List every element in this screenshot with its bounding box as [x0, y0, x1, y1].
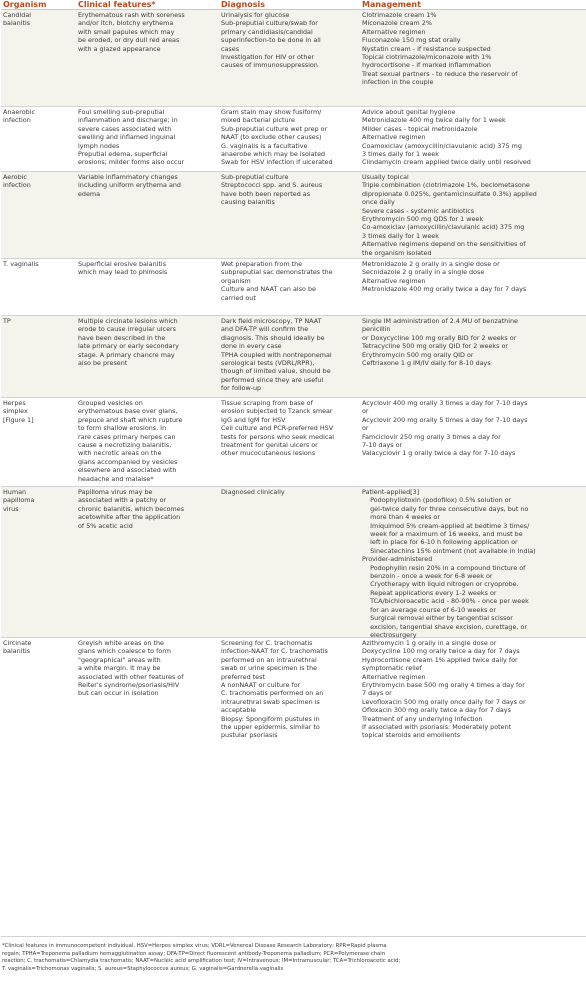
header-organism: Organism: [3, 0, 47, 9]
organism-cell: T. vaginalis: [3, 260, 39, 268]
clinical-cell: Superficial erosive balanitis which may lead to phimosis: [78, 260, 168, 277]
clinical-cell: Multiple circinate lesions which erode to cause irregular ulcers have been described in the late primary or early secondary stage. A primary chancre may also be present: [78, 317, 179, 368]
table-row: [1, 172, 586, 259]
table-header: [1, 0, 586, 10]
organism-cell: Candidal balanitis: [3, 11, 32, 28]
table-row: [1, 638, 586, 937]
table-row: [1, 107, 586, 172]
organism-cell: Anaerobic infection: [3, 108, 36, 125]
diagnosis-cell: Wet preparation from the subpreputial sac demonstrates the organism Culture and NAAT can also be carried out: [221, 260, 333, 302]
organism-cell: TP: [3, 317, 11, 325]
table-row: [1, 259, 586, 316]
diagnosis-cell: Urinalysis for glucose Sub-preputial culture/swab for primary candidiasis/candidal superinfection-to be done in all cases Investigation for HIV or other causes of immunosuppression: [221, 11, 321, 70]
diagnosis-cell: Screening for C. trachomatis infection-NAAT for C. trachomatis performed on an intraurethral swab or urine specimen is the preferred test A nonNAAT or culture for C. trachomatis performed on an intraurethral swab specimen is acceptable Biopsy: Spongiform pustules in the upper epidermis, similar to pustular psoriasis: [221, 639, 328, 740]
organism-cell: Herpes simplex [Figure 1]: [3, 399, 34, 424]
footnote-line: regain; TPHA=Treponema palladium hemagglutination assay; DFA-TP=Direct fluorescent antibody-Treponema palladium; PCR=Polymerase chain: [2, 950, 386, 957]
management-cell: Usually topical Triple combination (clotrimazole 1%, beclometasone dipropionate 0.025%, gentamicinsulfate 0.3%) applied once daily Severe cases - systemic antibiotics Erythromycin 500 mg QDS for 1 week Co-amoxiclav (amoxycillin/clavulanic acid) 375 mg 3 times daily for 1 week Alternative regimens depend on the sensitivities of the organism isolated: [362, 173, 537, 257]
treatment-table: [1, 0, 586, 936]
diagnosis-cell: Tissue scraping from base of erosion subjected to Tzanck smear IgG and IgM for HSV Cell culture and PCR-preferred HSV tests for persons who seek medical treatment for genital ulcers or other mucocutaneous lesions: [221, 399, 335, 458]
header-management: Management: [362, 0, 421, 9]
header-diagnosis: Diagnosis: [221, 0, 265, 9]
clinical-cell: Papilloma virus may be associated with a patchy or chronic balanitis, which becomes acetowhite after the application of 5% acetic acid: [78, 488, 185, 530]
diagnosis-cell: Dark field microscopy, TP NAAT and DFA-TP will confirm the diagnosis. This should ideally be done in every case TPHA coupled with nontreponemal serological tests (VDRL/RPR), though of limited value, should be performed since they are useful for follow-up: [221, 317, 332, 393]
clinical-cell: Grouped vesicles on erythematous base over glans, prepuce and shaft which rupture to form shallow erosions. In rare cases primary herpes can cause a necrotizing balanitis, with necrotic areas on the glans accompanied by vesicles elsewhere and associated with headache and malaise*: [78, 399, 183, 483]
table-footnotes: [2, 943, 584, 973]
management-cell: Patient-applied[3] Podophyllotoxin (podofilox) 0.5% solution or gel-twice daily for three consecutive days, but no more than 4 weeks or Imiquimod 5% cream-applied at bedtime 3 times/ week for a maximum of 16 weeks, and must be left in place for 6-10 h following application or Sinecatechins 15% ointment (not available in India) Provider-administered Podophyllin resin 20% in a compound tincture of benzoin - once a week for 6-8 week or Cryotherapy with liquid nitrogen or cryoprobe. Repeat applications every 1-2 weeks or TCA/bichloroacetic acid - 80-90% - once per week for an average course of 6-10 weeks or Surgical removal either by tangential scissor excision, tangential shave excision, curettage, or electrosurgery: [362, 488, 536, 639]
clinical-cell: Variable inflammatory changes including uniform erythema and edema: [78, 173, 181, 198]
management-cell: Clotrimazole cream 1% Miconazole cream 2% Alternative regimen Fluconazole 150 mg stat orally Nystatin cream - if resistance suspected Topical clotrimazole/miconazole with 1% hydrocortisone - if marked inflammation Treat sexual partners - to reduce the reservoir of infection in the couple: [362, 11, 518, 87]
diagnosis-cell: Diagnosed clinically: [221, 488, 285, 496]
clinical-cell: Foul smelling sub-preputial inflammation and discharge; in severe cases associated with swelling and inflamed inguinal lymph nodes Preputial edema, superficial erosions; milder forms also occur: [78, 108, 185, 167]
management-cell: Azithromycin 1 g orally in a single dose or Doxycycline 100 mg orally twice a day for 7 days Hydrocortisone cream 1% applied twice daily for symptomatic relief Alternative regimen Erythromycin base 500 mg orally 4 times a day for 7 days or Levofloxacin 500 mg orally once daily for 7 days or Ofloxacin 300 mg orally twice a day for 7 days Treatment of any underlying infection If associated with psoriasis: Moderately potent topical steroids and emollients: [362, 639, 526, 740]
management-cell: Advice about genital hygiene Metronidazole 400 mg twice daily for 1 week Milder cases - topical metronidazole Alternative regimen Coamoxiclav (amoxycillin/clavulanic acid) 375 mg 3 times daily for 1 week Clindamycin cream applied twice daily until resolved: [362, 108, 531, 167]
organism-cell: Aerobic infection: [3, 173, 31, 190]
clinical-cell: Greyish white areas on the glans which coalesce to form "geographical" areas with a white margin. It may be associated with other features of Reiter's syndrome/psoriasis/HIV but can occur in isolation: [78, 639, 184, 698]
footnote-line: reaction; C. trachomatis=Chlamydia trachomatis; NAAT=Nucleic acid amplification test; IV=Intravenous; IM=Intramuscular; TCA=Trichloroacetic acid;: [2, 958, 401, 964]
diagnosis-cell: Sub-preputial culture Streptococci spp. and S. aureus have both been reported as causing balanitis: [221, 173, 323, 207]
table-row: [1, 398, 586, 487]
management-cell: Single IM administration of 2.4 MU of benzathine penicillin or Doxycycline 100 mg orally BID for 2 weeks or Tetracycline 500 mg orally QID for 2 weeks or Erythromycin 500 mg orally QID or Ceftriaxone 1 g IM/IV daily for 8-10 days: [362, 317, 518, 368]
header-clinical-features: Clinical features*: [78, 0, 156, 9]
table-row: [1, 10, 586, 107]
clinical-cell: Erythematous rash with soreness and/or itch, blotchy erythema with small papules which may be eroded, or dry dull red areas with a glazed appearance: [78, 11, 185, 53]
management-cell: Acyclovir 400 mg orally 3 times a day for 7-10 days or Acyclovir 200 mg orally 5 times a day for 7-10 days or Famciclovir 250 mg orally 3 times a day for 7-10 days or Valacyclovir 1 g orally twice a day for 7-10 days: [362, 399, 528, 458]
table-row: [1, 487, 586, 638]
organism-cell: Circinate balanitis: [3, 639, 32, 656]
organism-cell: Human papilloma virus: [3, 488, 35, 513]
footnote-line: *Clinical features in immunocompetent individual. HSV=Herpes simplex virus; VDRL=Venereal Disease Research Laboratory; RPR=Rapid plasma: [2, 943, 387, 949]
table-row: [1, 316, 586, 398]
footnote-line: T. vaginalis=Trichomonas vaginalis; S. aureus=Staphylococcus aureus; G. vaginalis=Gardnerella vaginalis: [2, 965, 284, 972]
diagnosis-cell: Gram stain may show fusiform/ mixed bacterial picture Sub-preputial culture wet prep or NAAT (to exclude other causes) G. vaginalis is a facultative anaerobe which may be isolated Swab for HSV infection if ulcerated: [221, 108, 333, 167]
management-cell: Metronidazole 2 g orally in a single dose or Secnidazole 2 g orally in a single dose Alternative regimen Metronidazole 400 mg orally twice a day for 7 days: [362, 260, 527, 294]
